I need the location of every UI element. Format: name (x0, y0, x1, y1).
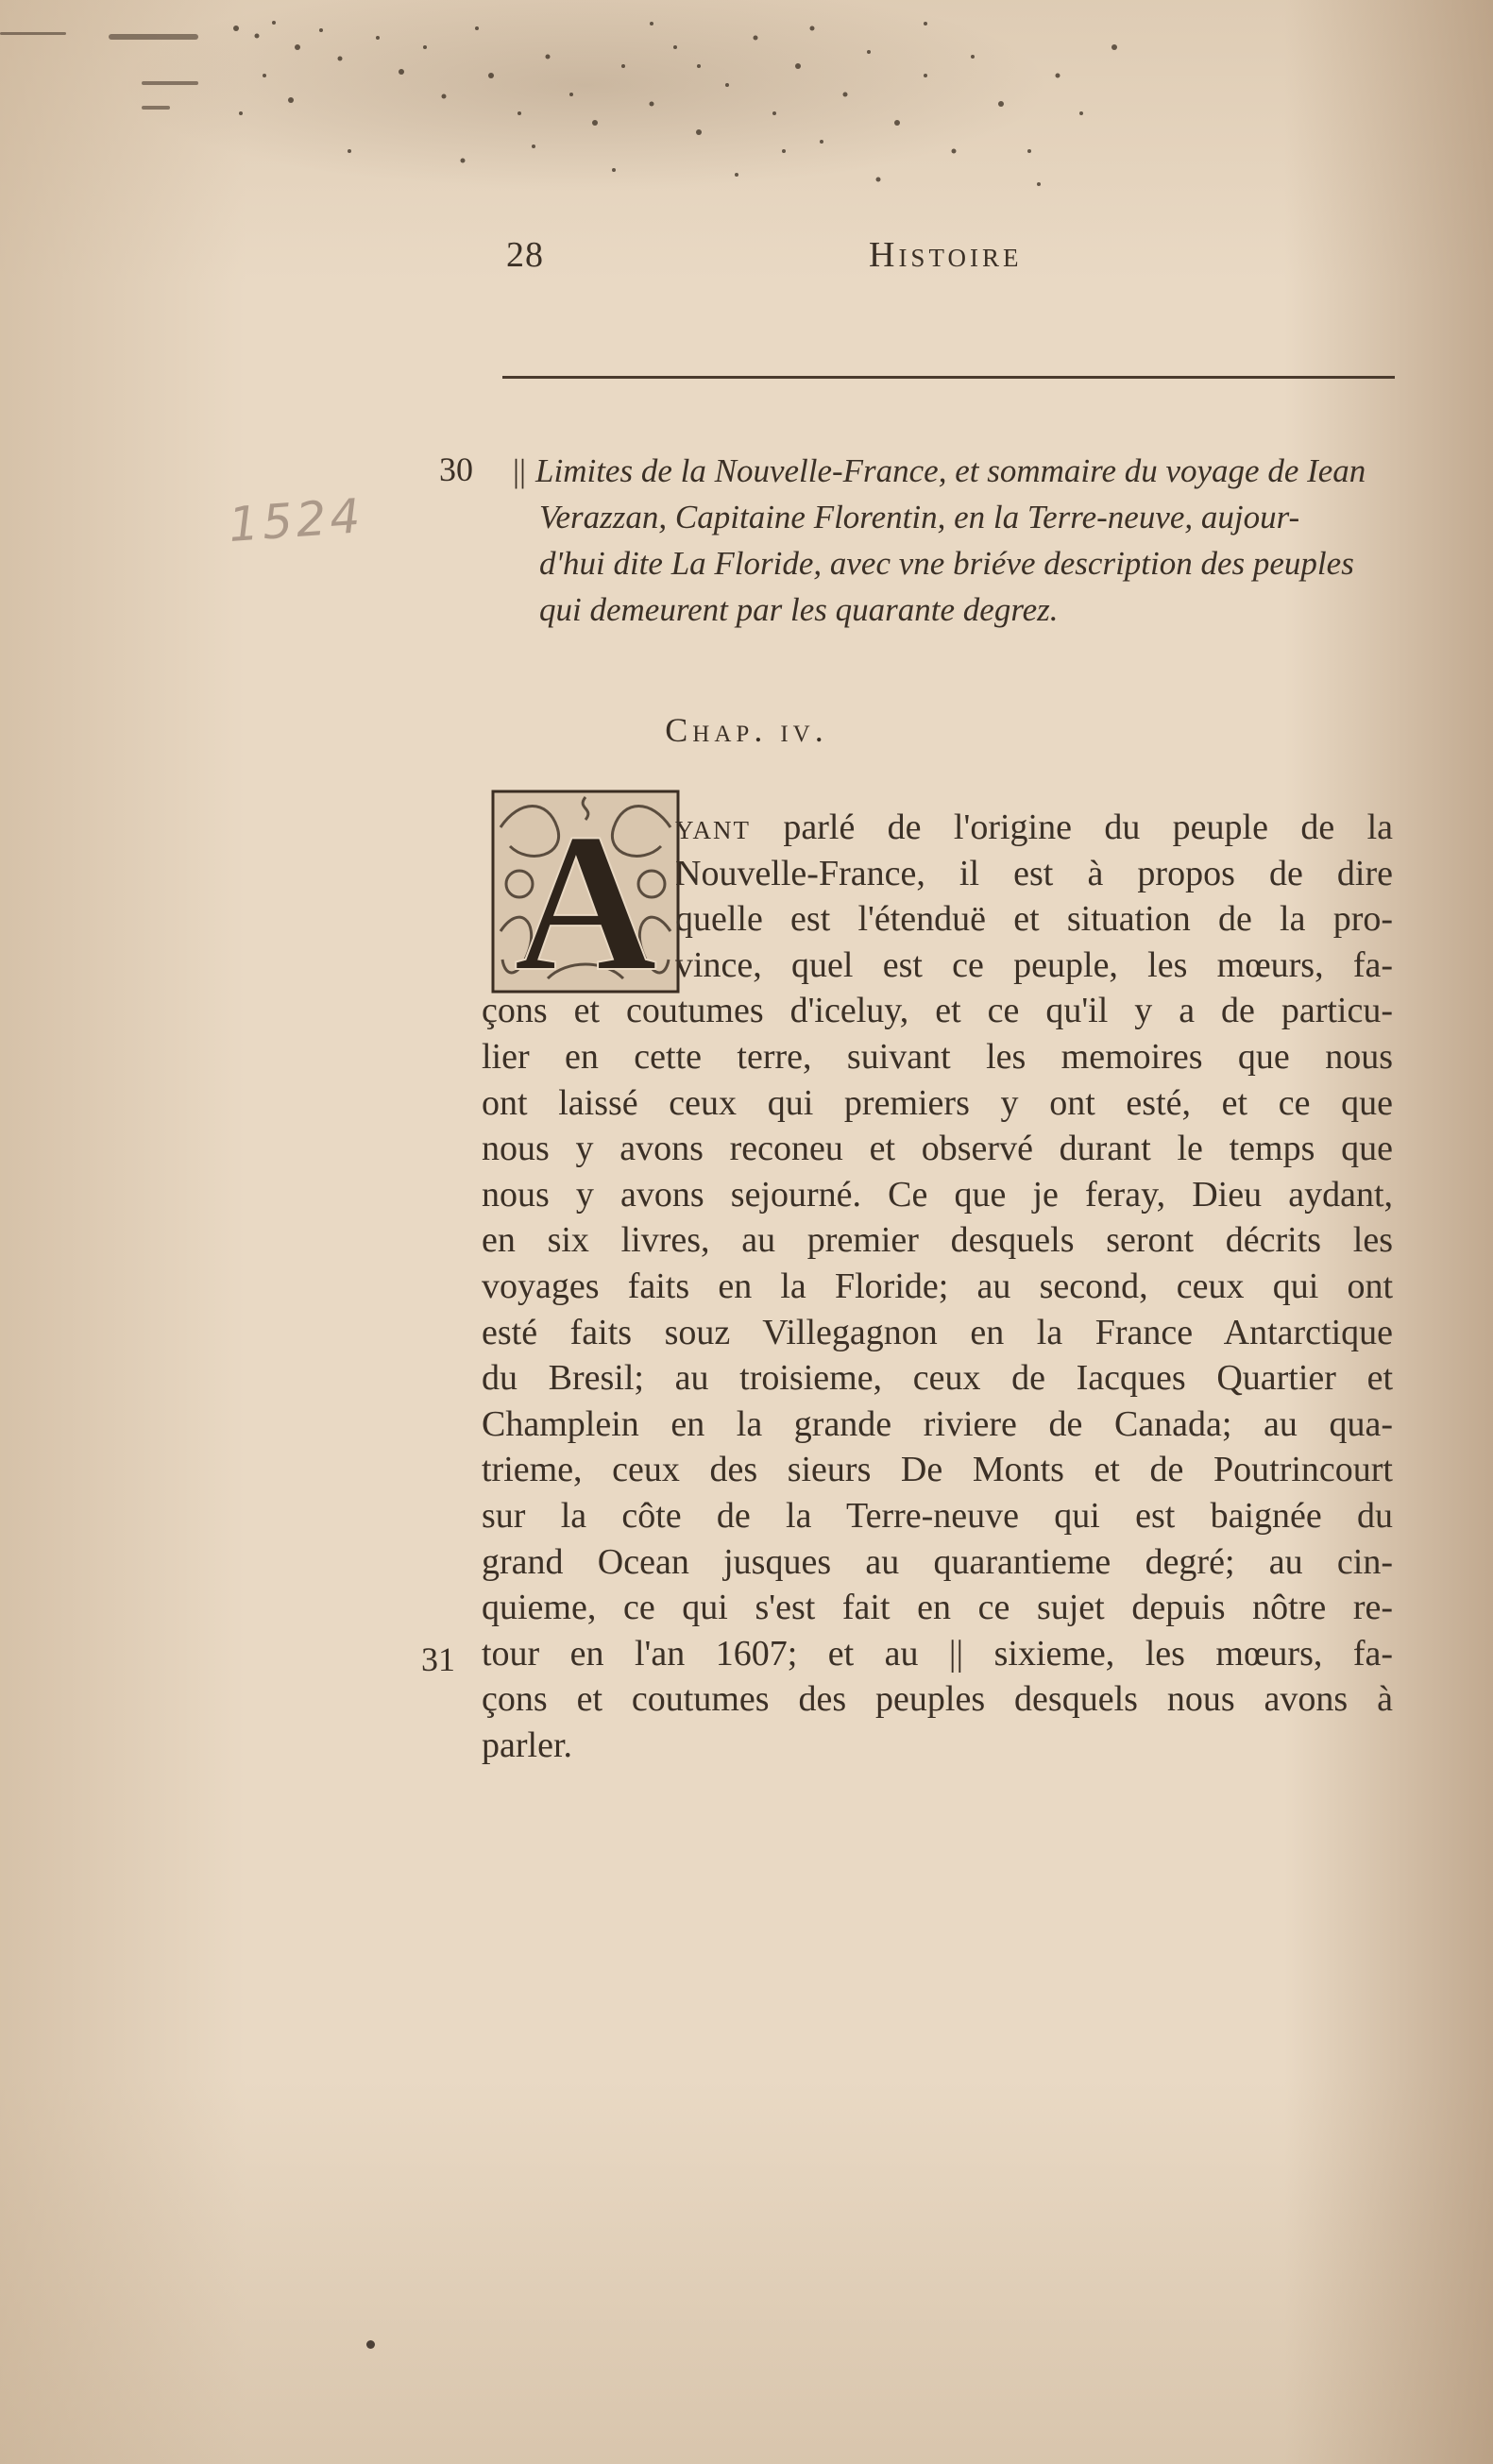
body-line: tour en l'an 1607; et au || sixieme, les mœurs, fa- (482, 1633, 1393, 1674)
body-line: voyages faits en la Floride; au second, ceux qui ont (482, 1266, 1393, 1306)
body-line: çons et coutumes d'iceluy, et ce qu'il y a de particu- (482, 991, 1393, 1031)
body-line: grand Ocean jusques au quarantieme degré; au cin- (482, 1541, 1393, 1582)
ink-smudge (142, 106, 170, 110)
body-line: ont laissé ceux qui premiers y ont esté, et ce que (482, 1082, 1393, 1123)
ink-smudge (0, 32, 66, 35)
ink-smudge (109, 34, 198, 40)
chapter-summary (513, 448, 1400, 633)
ink-dot (366, 2340, 375, 2349)
ink-smudge (142, 81, 198, 85)
body-line: vince, quel est ce peuple, les mœurs, fa- (675, 944, 1393, 985)
summary-line: d'hui dite La Floride, avec vne briéve description des peuples (539, 545, 1354, 582)
body-line: nous y avons sejourné. Ce que je feray, Dieu aydant, (482, 1174, 1393, 1215)
margin-number-top: 30 (439, 450, 473, 488)
body-line: nous y avons reconeu et observé durant le temps que (482, 1129, 1393, 1169)
body-line: quelle est l'étenduë et situation de la pro- (675, 899, 1393, 940)
drop-cap-letter: A (514, 793, 657, 994)
paper-speckles (208, 9, 1152, 198)
body-paragraph (482, 805, 1393, 1768)
pencil-margin-note: 1524 (227, 488, 366, 552)
first-word-small-caps: yant (675, 807, 751, 847)
running-title: Histoire (869, 235, 1023, 275)
chapter-title: Chap. iv. (665, 711, 828, 749)
body-line: quieme, ce qui s'est fait en ce sujet depuis nôtre re- (482, 1588, 1393, 1628)
summary-line: qui demeurent par les quarante degrez. (539, 591, 1059, 628)
body-line: esté faits souz Villegagnon en la France Antarctique (482, 1312, 1393, 1352)
summary-line: Verazzan, Capitaine Florentin, en la Terre-neuve, aujour- (539, 499, 1300, 535)
body-line: en six livres, au premier desquels seront décrits les (482, 1220, 1393, 1261)
summary-bar-mark: || (513, 452, 527, 489)
body-line: lier en cette terre, suivant les memoires que nous (482, 1036, 1393, 1077)
header-rule (502, 376, 1395, 379)
body-line: yant parlé de l'origine du peuple de la (675, 807, 1393, 847)
body-line: parler. (482, 1725, 573, 1765)
body-line: du Bresil; au troisieme, ceux de Iacques Quartier et (482, 1358, 1393, 1399)
page-number: 28 (506, 235, 544, 275)
margin-number-bottom: 31 (421, 1640, 455, 1678)
running-head (0, 234, 1493, 281)
body-line: trieme, ceux des sieurs De Monts et de Poutrincourt (482, 1450, 1393, 1490)
body-line: sur la côte de la Terre-neuve qui est baignée du (482, 1495, 1393, 1536)
body-line: çons et coutumes des peuples desquels nous avons à (482, 1679, 1393, 1720)
body-line: Champlein en la grande riviere de Canada; au qua- (482, 1403, 1393, 1444)
summary-line: || Limites de la Nouvelle-France, et sommaire du voyage de Iean (513, 452, 1366, 489)
body-line: Nouvelle-France, il est à propos de dire (675, 853, 1393, 893)
